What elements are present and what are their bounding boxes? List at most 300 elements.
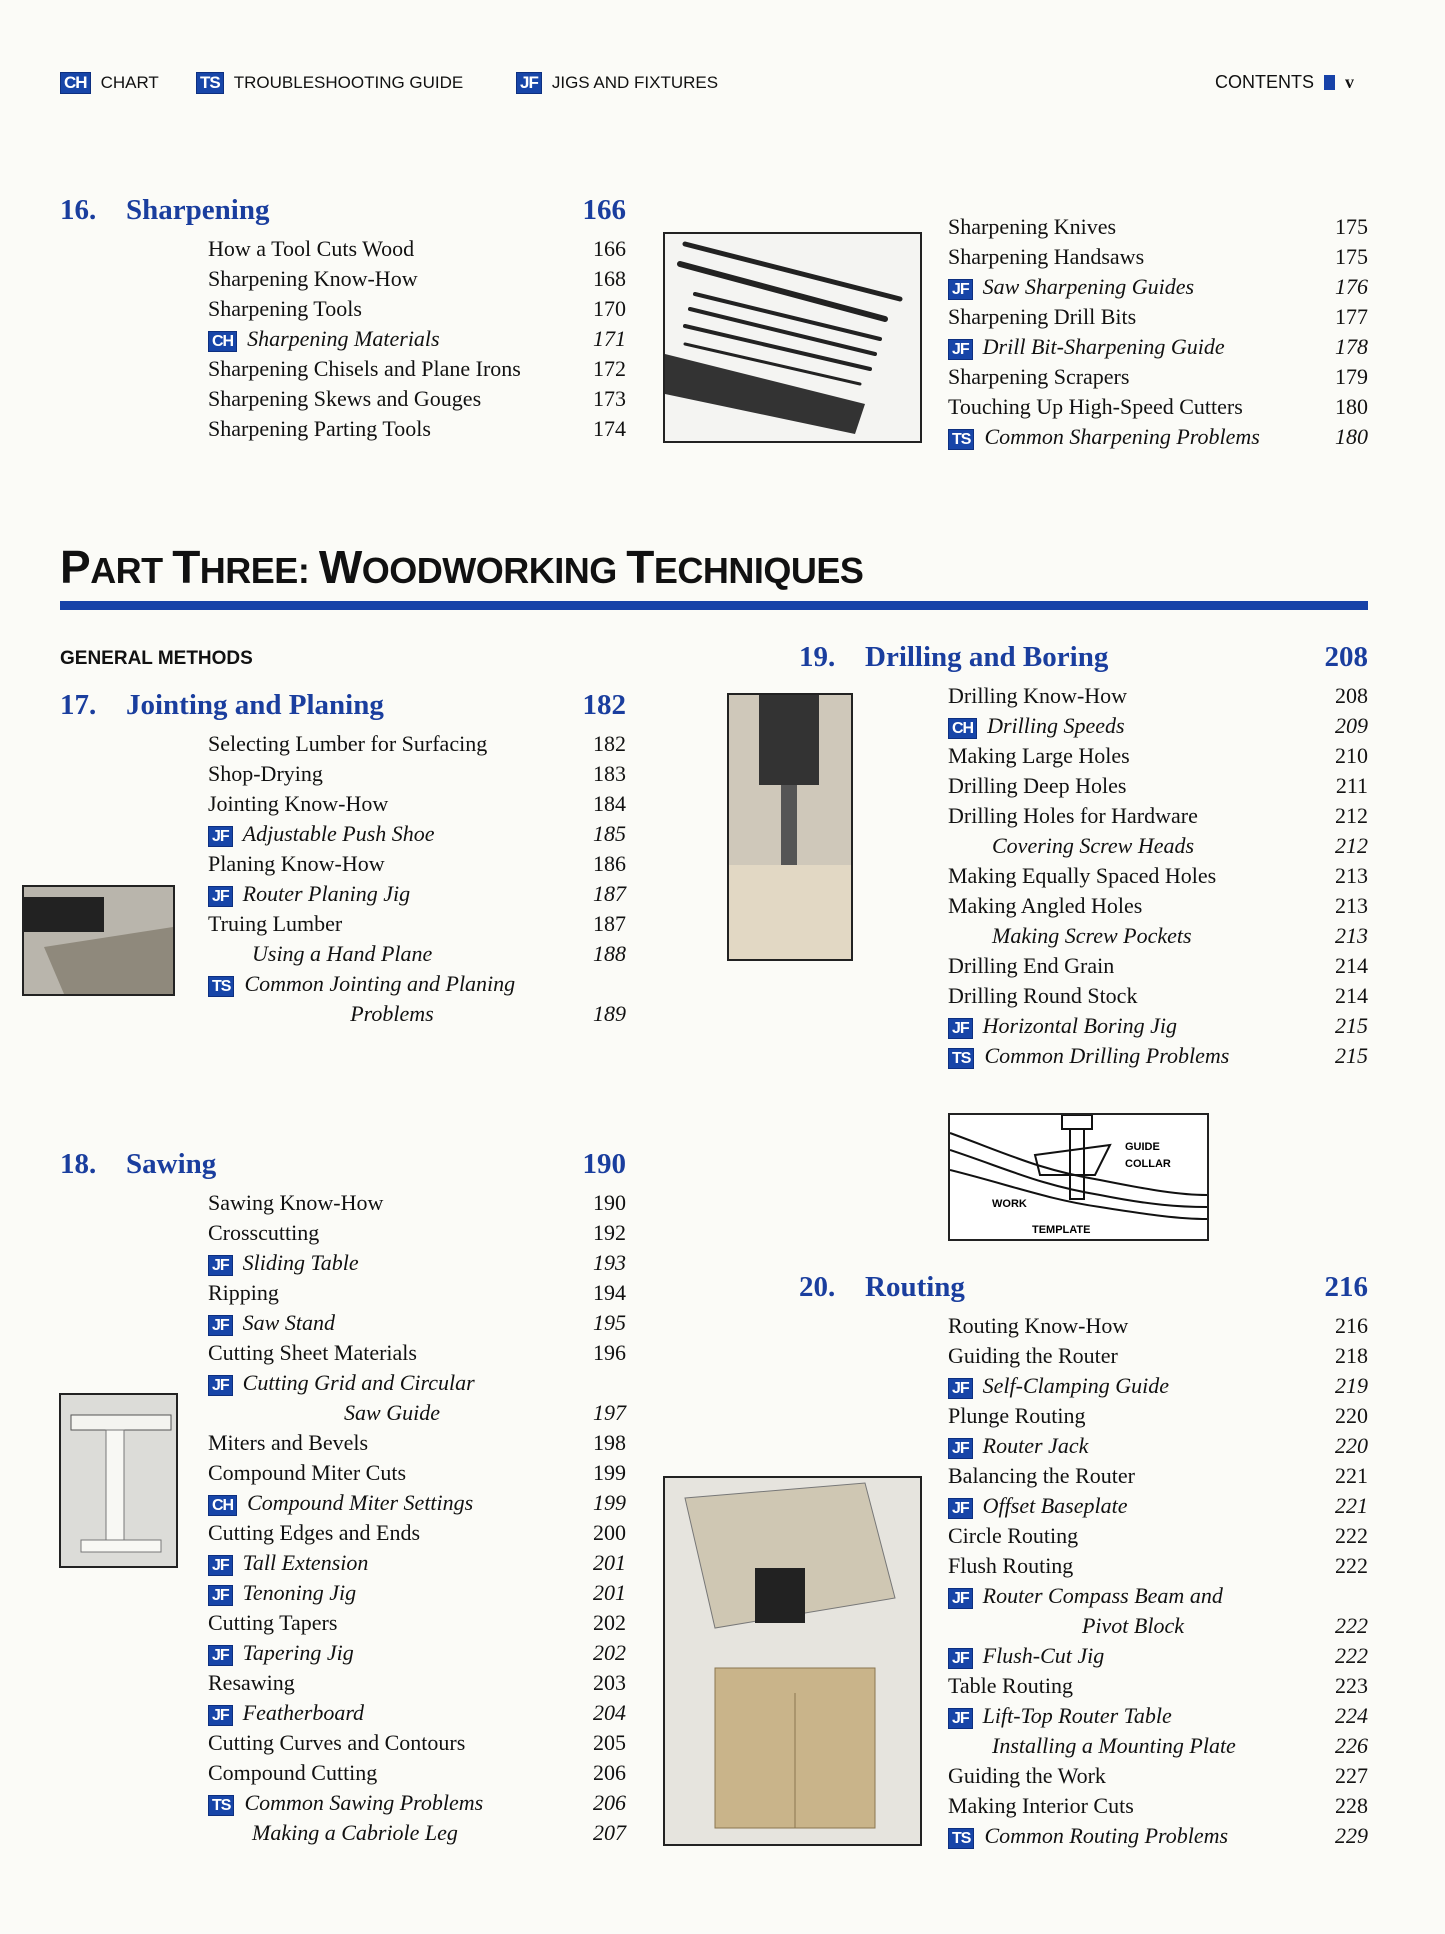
entry-title [948, 422, 1318, 452]
entry-text: Offset Baseplate [982, 1493, 1128, 1518]
entry-text: Cutting Tapers [208, 1610, 338, 1635]
part-divider [60, 601, 1368, 610]
entry-page: 222 [1335, 1523, 1368, 1548]
entry-page: 210 [1335, 743, 1368, 768]
entry-title [208, 1818, 576, 1848]
legend-label: CHART [100, 73, 159, 92]
toc-entry[interactable] [60, 1758, 626, 1788]
toc-entry[interactable] [948, 362, 1368, 392]
ts-badge-icon: TS [948, 429, 974, 450]
entry-text: Sharpening Skews and Gouges [208, 386, 482, 411]
entry-page: 220 [1335, 1403, 1368, 1428]
jf-badge-icon: JF [208, 886, 233, 907]
entry-page: 213 [1335, 893, 1368, 918]
subsection-heading: GENERAL METHODS [60, 648, 253, 669]
entry-text: Common Jointing and Planing [244, 971, 516, 996]
page-number: v [1345, 72, 1354, 92]
jf-badge-icon: JF [948, 279, 973, 300]
toc-entry[interactable] [799, 711, 1368, 741]
entry-page: 221 [1335, 1463, 1368, 1488]
files-photo [663, 232, 922, 443]
entry-page: 206 [593, 1760, 626, 1785]
running-head [1215, 72, 1354, 93]
entry-page: 220 [1335, 1433, 1368, 1458]
entry-page: 199 [593, 1490, 626, 1515]
entry-text: Router Planing Jig [242, 881, 411, 906]
entry-title [948, 1551, 1318, 1581]
toc-entry[interactable] [60, 1218, 626, 1248]
entry-text: Ripping [208, 1280, 279, 1305]
entry-text: Tapering Jig [242, 1640, 354, 1665]
toc-entry[interactable] [799, 981, 1368, 1011]
jf-badge-icon: JF [948, 1708, 973, 1729]
entry-page: 205 [593, 1730, 626, 1755]
toc-entry[interactable] [799, 831, 1368, 861]
entry-title [948, 362, 1318, 392]
entry-text: Sharpening Chisels and Plane Irons [208, 356, 521, 381]
section-number: 18. [60, 1148, 97, 1180]
entry-text: Compound Miter Cuts [208, 1460, 407, 1485]
part-title: PART THREE: WOODWORKING TECHNIQUES [60, 541, 864, 593]
entry-text: Touching Up High-Speed Cutters [948, 394, 1243, 419]
ch-badge-icon: CH [208, 1495, 237, 1516]
legend-chart [60, 72, 159, 94]
section-page: 216 [1324, 1271, 1368, 1303]
toc-entry[interactable] [948, 212, 1368, 242]
entry-text: Sharpening Materials [247, 326, 440, 351]
entry-text: Planing Know-How [208, 851, 385, 876]
toc-entry[interactable] [60, 1698, 626, 1728]
drill-image [729, 695, 851, 959]
section-16-continued [948, 212, 1368, 452]
toc-entry[interactable] [948, 422, 1368, 452]
entry-page: 170 [593, 296, 626, 321]
jf-badge-icon: JF [516, 72, 542, 94]
entry-page: 185 [593, 821, 626, 846]
legend-troubleshooting [196, 72, 463, 94]
entry-title [208, 1638, 576, 1668]
section-heading[interactable] [799, 641, 1368, 681]
entry-page: 202 [593, 1640, 626, 1665]
entry-page: 212 [1335, 833, 1368, 858]
entry-page: 223 [1335, 1673, 1368, 1698]
entry-page: 195 [593, 1310, 626, 1335]
entry-text: Sawing Know-How [208, 1190, 384, 1215]
entry-text: Compound Cutting [208, 1760, 378, 1785]
entry-title [948, 891, 1318, 921]
entry-page: 190 [593, 1190, 626, 1215]
jf-badge-icon: JF [948, 1498, 973, 1519]
entry-page: 214 [1335, 953, 1368, 978]
entry-text: Installing a Mounting Plate [992, 1733, 1236, 1758]
section-heading[interactable] [60, 1148, 626, 1188]
contents-label: CONTENTS [1215, 72, 1314, 92]
toc-entry[interactable] [799, 681, 1368, 711]
toc-entry[interactable] [799, 1011, 1368, 1041]
toc-entry[interactable] [948, 332, 1368, 362]
drilling-photo [727, 693, 853, 961]
section-title[interactable]: Drilling and Boring [865, 641, 1109, 673]
entry-text: Drilling Round Stock [948, 983, 1138, 1008]
entry-title [948, 1431, 1318, 1461]
entry-title [208, 789, 576, 819]
entry-title [208, 939, 576, 969]
entry-text: Making Screw Pockets [992, 923, 1192, 948]
router-guide-diagram [948, 1113, 1209, 1241]
toc-entry[interactable] [60, 1638, 626, 1668]
entry-page: 201 [593, 1580, 626, 1605]
entry-text: Balancing the Router [948, 1463, 1135, 1488]
entry-text: Common Drilling Problems [984, 1043, 1230, 1068]
entry-text: Flush-Cut Jig [982, 1643, 1105, 1668]
entry-page: 175 [1335, 214, 1368, 239]
entry-title [208, 1248, 576, 1278]
entry-page: 213 [1335, 863, 1368, 888]
jf-badge-icon: JF [208, 1315, 233, 1336]
ch-badge-icon: CH [208, 331, 237, 352]
entry-title [948, 1461, 1318, 1491]
ts-badge-icon: TS [208, 976, 234, 997]
entry-page: 183 [593, 761, 626, 786]
entry-text: Circle Routing [948, 1523, 1079, 1548]
entry-text: Router Jack [982, 1433, 1089, 1458]
entry-page: 203 [593, 1670, 626, 1695]
toc-entry[interactable] [60, 1788, 626, 1818]
entry-text: Featherboard [242, 1700, 365, 1725]
entry-text: Sliding Table [242, 1250, 359, 1275]
entry-text: Sharpening Scrapers [948, 364, 1130, 389]
entry-text: Compound Miter Settings [247, 1490, 474, 1515]
entry-text: Making a Cabriole Leg [252, 1820, 458, 1845]
entry-title [208, 1548, 576, 1578]
toc-entry[interactable] [799, 771, 1368, 801]
jf-badge-icon: JF [948, 1018, 973, 1039]
toc-entry[interactable] [948, 242, 1368, 272]
section-title[interactable]: Jointing and Planing [126, 689, 384, 721]
entry-text: Plunge Routing [948, 1403, 1086, 1428]
section-title[interactable]: Sharpening [126, 194, 270, 226]
saw-stand-photo [59, 1393, 178, 1568]
ts-badge-icon: TS [196, 72, 224, 94]
entry-text: Common Sharpening Problems [984, 424, 1260, 449]
label-template: TEMPLATE [1032, 1224, 1091, 1236]
entry-text-continued: Problems [350, 1001, 434, 1026]
entry-title [208, 1308, 576, 1338]
entry-page: 228 [1335, 1793, 1368, 1818]
entry-title [948, 1341, 1318, 1371]
toc-entry[interactable] [60, 354, 626, 384]
entry-page: 196 [593, 1340, 626, 1365]
entry-page: 229 [1335, 1823, 1368, 1848]
entry-title [208, 414, 576, 444]
ts-badge-icon: TS [948, 1048, 974, 1069]
entry-title [948, 1041, 1318, 1071]
entry-title [208, 1428, 576, 1458]
toc-entry[interactable] [60, 234, 626, 264]
entry-title [948, 981, 1318, 1011]
entry-text: Flush Routing [948, 1553, 1074, 1578]
entry-page: 188 [593, 941, 626, 966]
entry-text-continued: Saw Guide [344, 1400, 440, 1425]
entry-text: Sharpening Handsaws [948, 244, 1145, 269]
entry-title [208, 1788, 576, 1818]
section-title[interactable]: Sawing [126, 1148, 217, 1180]
toc-entry[interactable] [60, 384, 626, 414]
entry-title [948, 711, 1318, 741]
entry-text: Crosscutting [208, 1220, 320, 1245]
section-number: 16. [60, 194, 97, 226]
guide-collar-diagram [950, 1115, 1207, 1239]
entry-page: 193 [593, 1250, 626, 1275]
entry-page: 200 [593, 1520, 626, 1545]
entry-title [948, 1521, 1318, 1551]
entry-text: Making Equally Spaced Holes [948, 863, 1217, 888]
legend-jigs [516, 72, 718, 94]
entry-title [208, 1578, 576, 1608]
toc-entry[interactable] [60, 1278, 626, 1308]
entry-title [948, 272, 1318, 302]
entry-text: Guiding the Router [948, 1343, 1118, 1368]
entry-title [948, 242, 1318, 272]
section-heading[interactable] [60, 194, 626, 234]
chart-badge-icon: CH [60, 72, 91, 94]
toc-entry[interactable] [60, 1578, 626, 1608]
label-guide: GUIDE [1125, 1141, 1160, 1153]
entry-title [948, 951, 1318, 981]
entry-page: 187 [593, 911, 626, 936]
entry-text: How a Tool Cuts Wood [208, 236, 415, 261]
entry-title [948, 1491, 1318, 1521]
entry-page: 204 [593, 1700, 626, 1725]
jf-badge-icon: JF [948, 339, 973, 360]
toc-entry[interactable] [60, 1818, 626, 1848]
entry-text: Cutting Curves and Contours [208, 1730, 466, 1755]
entry-text: Tall Extension [242, 1550, 369, 1575]
toc-entry[interactable] [799, 921, 1368, 951]
section-number: 20. [799, 1271, 836, 1303]
toc-entry[interactable] [60, 1668, 626, 1698]
entry-text: Using a Hand Plane [252, 941, 433, 966]
toc-entry[interactable] [60, 819, 626, 849]
entry-page: 173 [593, 386, 626, 411]
entry-page: 187 [593, 881, 626, 906]
toc-entry[interactable] [948, 302, 1368, 332]
entry-title [208, 1608, 576, 1638]
entry-title [208, 849, 576, 879]
toc-entry[interactable] [799, 861, 1368, 891]
entry-page: 201 [593, 1550, 626, 1575]
entry-text: Truing Lumber [208, 911, 343, 936]
entry-title [208, 1338, 576, 1368]
toc-entry[interactable] [60, 414, 626, 444]
entry-text: Making Large Holes [948, 743, 1130, 768]
entry-title [948, 1791, 1318, 1821]
entry-title [208, 1458, 576, 1488]
entry-page: 199 [593, 1460, 626, 1485]
section-19 [799, 641, 1368, 1071]
entry-page: 189 [593, 1001, 626, 1026]
entry-page: 222 [1335, 1553, 1368, 1578]
entry-text: Saw Stand [242, 1310, 335, 1335]
entry-text: Horizontal Boring Jig [982, 1013, 1178, 1038]
entry-title [208, 759, 576, 789]
entry-title [948, 1701, 1318, 1731]
entry-title [948, 1311, 1318, 1341]
toc-entry[interactable] [799, 1341, 1368, 1371]
entry-text: Sharpening Know-How [208, 266, 418, 291]
entry-page: 219 [1335, 1373, 1368, 1398]
entry-title [208, 1278, 576, 1308]
entry-text: Covering Screw Heads [992, 833, 1195, 858]
toc-entry[interactable] [60, 729, 626, 759]
entry-title [948, 801, 1318, 831]
toc-entry[interactable] [60, 1608, 626, 1638]
entry-text: Drilling End Grain [948, 953, 1115, 978]
entry-text: Jointing Know-How [208, 791, 389, 816]
toc-entry[interactable] [799, 1431, 1368, 1461]
toc-entry[interactable] [60, 849, 626, 879]
entry-page: 222 [1335, 1643, 1368, 1668]
entry-text: Drilling Holes for Hardware [948, 803, 1198, 828]
entry-title [208, 729, 576, 759]
section-heading[interactable] [60, 689, 626, 729]
entry-page: 216 [1335, 1313, 1368, 1338]
entry-title [208, 1518, 576, 1548]
entry-text: Self-Clamping Guide [982, 1373, 1170, 1398]
entry-page: 168 [593, 266, 626, 291]
toc-entry[interactable] [799, 1371, 1368, 1401]
entry-title [208, 234, 576, 264]
legend-label: TROUBLESHOOTING GUIDE [233, 73, 464, 92]
entry-page: 213 [1335, 923, 1368, 948]
entry-text: Drilling Deep Holes [948, 773, 1127, 798]
entry-page: 184 [593, 791, 626, 816]
entry-page: 176 [1335, 274, 1368, 299]
entry-title [208, 354, 576, 384]
jf-badge-icon: JF [948, 1588, 973, 1609]
entry-title [208, 1668, 576, 1698]
ts-badge-icon: TS [948, 1828, 974, 1849]
entry-text: Selecting Lumber for Surfacing [208, 731, 488, 756]
section-page: 166 [582, 194, 626, 226]
toc-entry[interactable] [60, 1308, 626, 1338]
jf-badge-icon: JF [208, 826, 233, 847]
entry-text: Miters and Bevels [208, 1430, 369, 1455]
entry-page: 212 [1335, 803, 1368, 828]
jf-badge-icon: JF [208, 1555, 233, 1576]
toc-entry[interactable] [60, 1728, 626, 1758]
entry-title [948, 332, 1318, 362]
entry-page: 198 [593, 1430, 626, 1455]
toc-entry[interactable] [948, 272, 1368, 302]
section-title[interactable]: Routing [865, 1271, 965, 1303]
saw-stand-image [61, 1395, 176, 1566]
entry-title [948, 1731, 1318, 1761]
section-16 [60, 194, 626, 444]
section-number: 19. [799, 641, 836, 673]
entry-title [208, 1758, 576, 1788]
entry-page: 192 [593, 1220, 626, 1245]
entry-page: 197 [593, 1400, 626, 1425]
jf-badge-icon: JF [208, 1705, 233, 1726]
entry-text: Adjustable Push Shoe [242, 821, 435, 846]
toc-entry[interactable] [60, 789, 626, 819]
label-collar: COLLAR [1125, 1158, 1171, 1170]
entry-page: 207 [593, 1820, 626, 1845]
entry-text: Sharpening Parting Tools [208, 416, 431, 441]
entry-page: 222 [1335, 1613, 1368, 1638]
entry-text: Tenoning Jig [242, 1580, 357, 1605]
entry-text: Drilling Know-How [948, 683, 1128, 708]
toc-entry[interactable] [60, 1338, 626, 1368]
entry-page: 174 [593, 416, 626, 441]
toc-entry[interactable] [948, 392, 1368, 422]
entry-text: Cutting Edges and Ends [208, 1520, 421, 1545]
jf-badge-icon: JF [208, 1645, 233, 1666]
toc-entry[interactable] [60, 1248, 626, 1278]
section-page: 182 [582, 689, 626, 721]
entry-title [208, 969, 576, 1029]
entry-page: 224 [1335, 1703, 1368, 1728]
entry-page: 182 [593, 731, 626, 756]
legend-label: JIGS AND FIXTURES [551, 73, 719, 92]
entry-page: 171 [593, 326, 626, 351]
entry-text: Drilling Speeds [987, 713, 1125, 738]
toc-entry[interactable] [799, 951, 1368, 981]
entry-text: Router Compass Beam and [982, 1583, 1223, 1608]
entry-title [948, 1011, 1318, 1041]
entry-text: Sharpening Tools [208, 296, 362, 321]
toc-entry[interactable] [60, 1188, 626, 1218]
entry-title [208, 1218, 576, 1248]
entry-text: Lift-Top Router Table [982, 1703, 1172, 1728]
entry-page: 208 [1335, 683, 1368, 708]
entry-page: 179 [1335, 364, 1368, 389]
entry-page: 175 [1335, 244, 1368, 269]
entry-text: Resawing [208, 1670, 295, 1695]
section-heading[interactable] [799, 1271, 1368, 1311]
entry-page: 227 [1335, 1763, 1368, 1788]
toc-entry[interactable] [799, 801, 1368, 831]
ts-badge-icon: TS [208, 1795, 234, 1816]
toc-entry[interactable] [799, 741, 1368, 771]
entry-title [208, 1368, 576, 1428]
entry-title [208, 384, 576, 414]
toc-entry[interactable] [60, 324, 626, 354]
entry-page: 202 [593, 1610, 626, 1635]
entry-page: 172 [593, 356, 626, 381]
toc-entry[interactable] [799, 891, 1368, 921]
entry-page: 194 [593, 1280, 626, 1305]
entry-title [208, 1728, 576, 1758]
entry-title [948, 392, 1318, 422]
entry-page: 211 [1335, 773, 1368, 798]
toc-entry[interactable] [60, 264, 626, 294]
entry-text: Table Routing [948, 1673, 1073, 1698]
toc-entry[interactable] [60, 759, 626, 789]
entry-title [208, 324, 576, 354]
toc-entry[interactable] [799, 1311, 1368, 1341]
entry-text: Guiding the Work [948, 1763, 1106, 1788]
toc-entry[interactable] [799, 1041, 1368, 1071]
toc-entry[interactable] [60, 294, 626, 324]
toc-entry[interactable] [799, 1401, 1368, 1431]
square-icon [1324, 75, 1335, 90]
entry-page: 180 [1335, 394, 1368, 419]
entry-title [948, 212, 1318, 242]
entry-page: 215 [1335, 1043, 1368, 1068]
entry-page: 166 [593, 236, 626, 261]
